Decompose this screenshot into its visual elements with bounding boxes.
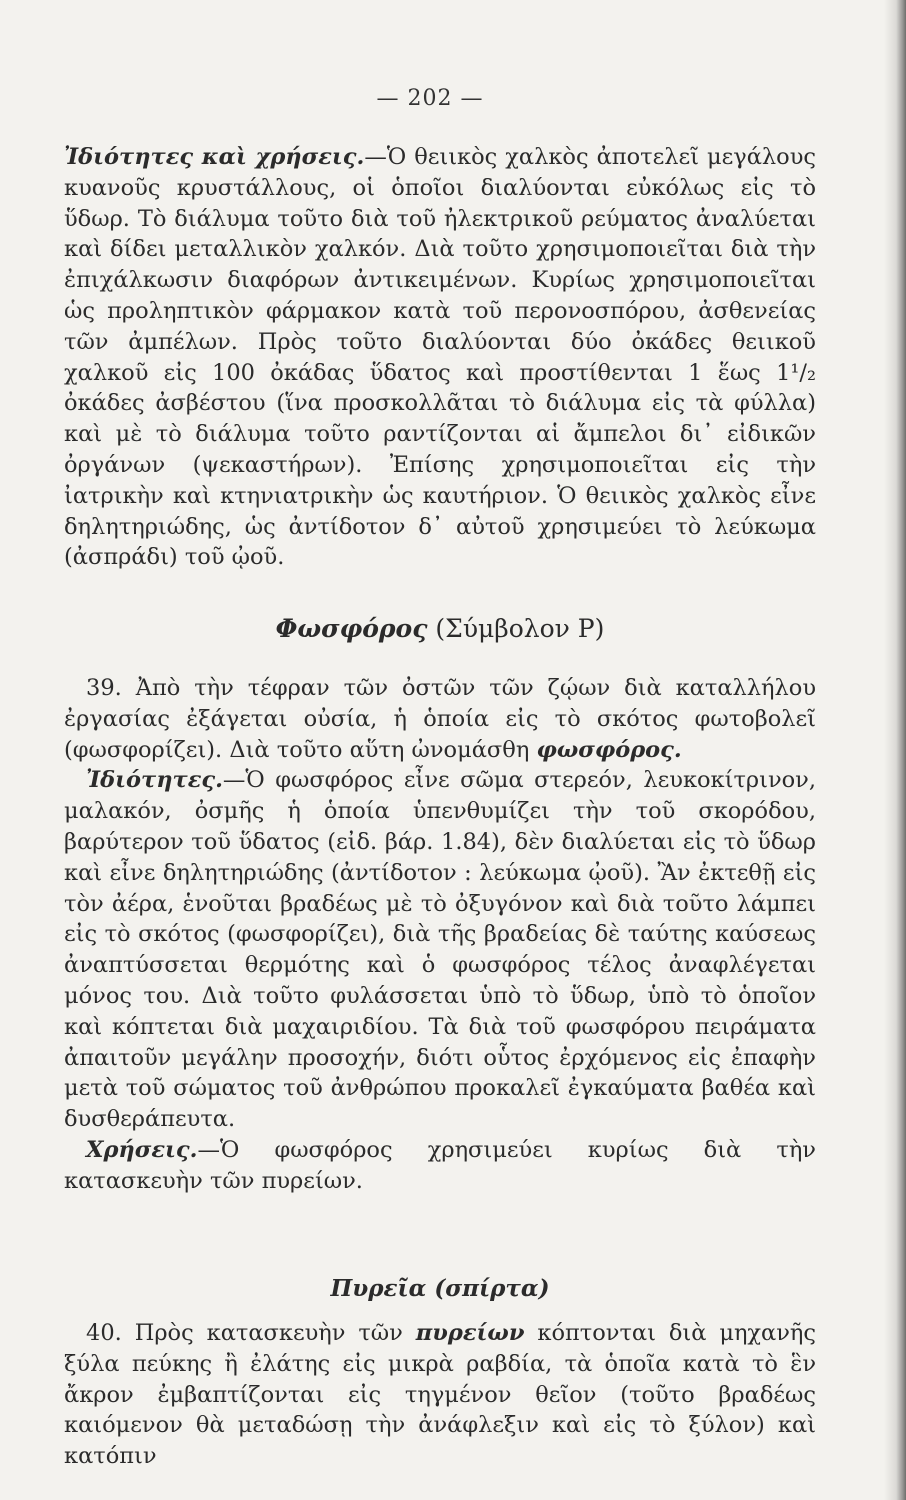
matches-intro-text: 40. Πρὸς κατασκευὴν τῶν	[86, 1320, 403, 1346]
phosphorus-uses-heading: Χρήσεις.	[86, 1136, 198, 1163]
page-edge-shadow	[884, 0, 906, 1500]
matches-paragraph	[64, 1318, 816, 1472]
copper-paragraph	[64, 142, 816, 573]
matches-body: κόπτονται διὰ μηχανῆς ξύλα πεύκης ἢ ἐλάτης εἰς μικρὰ ραβδία, τὰ ὁποῖα κατὰ τὸ ἓν ἄκρον ἐμβαπτίζονται εἰς τηγμένον θεῖον (τοῦτο βραδέως καιόμενον θὰ μεταδώσῃ τὴν ἀνάφλεξιν καὶ εἰς τὸ ξύλον) καὶ κατόπιν	[64, 1320, 817, 1470]
matches-intro-term: πυρείων	[415, 1320, 525, 1346]
page-number: — 202 —	[376, 86, 484, 111]
phosphorus-section-title	[0, 614, 880, 643]
phosphorus-properties-body: —Ὁ φωσφόρος εἶνε σῶμα στερεόν, λευκοκίτρινον, μαλακόν, ὀσμῆς ἡ ὁποία ὑπενθυμίζει τὴν τοῦ σκορόδου, βαρύτερον τοῦ ὕδατος (εἰδ. βάρ. 1.84), δὲν διαλύεται εἰς τὸ ὕδωρ καὶ εἶνε δηλητηριώδης (ἀντίδοτον : λεύκωμα ᾠοῦ). Ἂν ἐκτεθῇ εἰς τὸν ἀέρα, ἑνοῦται βραδέως μὲ τὸ ὀξυγόνον καὶ διὰ τοῦτο λάμπει εἰς τὸ σκότος (φωσφορίζει), διὰ τῆς βραδείας δὲ ταύτης καύσεως ἀναπτύσσεται θερμότης καὶ ὁ φωσφόρος τέλος ἀναφλέγεται μόνος του. Διὰ τοῦτο φυλάσσεται ὑπὸ τὸ ὕδωρ, ὑπὸ τὸ ὁποῖον καὶ κόπτεται διὰ μαχαιριδίου. Τὰ διὰ τοῦ φωσφόρου πειράματα ἀπαιτοῦν μεγάλην προσοχήν, διότι οὗτος ἐρχόμενος εἰς ἐπαφὴν μετὰ τοῦ σώματος τοῦ ἀνθρώπου προκαλεῖ ἐγκαύματα βαθέα καὶ δυσθεράπευτα.	[64, 767, 816, 1133]
phosphorus-section	[64, 673, 816, 1197]
phosphorus-intro-paragraph	[64, 673, 816, 765]
phosphorus-properties-heading: Ἰδιότητες.	[86, 767, 223, 794]
phosphorus-intro-term: φωσφόρος.	[536, 736, 682, 763]
phosphorus-intro-text: 39. Ἀπὸ τὴν τέφραν τῶν ὀστῶν τῶν ζῴων διὰ καταλλήλου ἐργασίας ἐξάγεται οὐσία, ἡ ὁποία εἰς τὸ σκότος φωτοβολεῖ (φωσφορίζει). Διὰ τοῦτο αὕτη ὠνομάσθη	[64, 675, 816, 763]
matches-section-title: Πυρεῖα (σπίρτα)	[330, 1275, 550, 1302]
phosphorus-uses-body: —Ὁ φωσφόρος χρησιμεύει κυρίως διὰ τὴν κατασκευὴν τῶν πυρείων.	[64, 1136, 816, 1194]
phosphorus-title-symbol: (Σύμβολον P)	[435, 614, 605, 643]
copper-heading: Ἰδιότητες καὶ χρήσεις.	[64, 144, 365, 170]
phosphorus-title-main: Φωσφόρος	[275, 614, 428, 643]
phosphorus-properties-paragraph	[64, 765, 816, 1135]
phosphorus-uses-paragraph	[64, 1135, 816, 1197]
copper-body: —Ὁ θειικὸς χαλκὸς ἀποτελεῖ μεγάλους κυανοῦς κρυστάλλους, οἱ ὁποῖοι διαλύονται εὐκόλως εἰς τὸ ὕδωρ. Τὸ διάλυμα τοῦτο διὰ τοῦ ἠλεκτρικοῦ ρεύματος ἀναλύεται καὶ δίδει μεταλλικὸν χαλκόν. Διὰ τοῦτο χρησιμοποιεῖται διὰ τὴν ἐπιχάλκωσιν διαφόρων ἀντικειμένων. Κυρίως χρησιμοποιεῖται ὡς προληπτικὸν φάρμακον κατὰ τοῦ περονοσπόρου, ἀσθενείας τῶν ἀμπέλων. Πρὸς τοῦτο διαλύονται δύο ὀκάδες θειικοῦ χαλκοῦ εἰς 100 ὀκάδας ὕδατος καὶ προστίθενται 1 ἕως 1¹/₂ ὀκάδες ἀσβέστου (ἵνα προσκολλᾶται τὸ διάλυμα εἰς τὰ φύλλα) καὶ μὲ τὸ διάλυμα τοῦτο ραντίζονται αἱ ἄμπελοι δι᾽ εἰδικῶν ὀργάνων (ψεκαστήρων). Ἐπίσης χρησιμοποιεῖται εἰς τὴν ἰατρικὴν καὶ κτηνιατρικὴν ὡς καυτήριον. Ὁ θειικὸς χαλκὸς εἶνε δηλητηριώδης, ὡς ἀντίδοτον δ᾽ αὐτοῦ χρησιμεύει τὸ λεύκωμα (ἀσπράδι) τοῦ ᾠοῦ.	[64, 144, 816, 571]
